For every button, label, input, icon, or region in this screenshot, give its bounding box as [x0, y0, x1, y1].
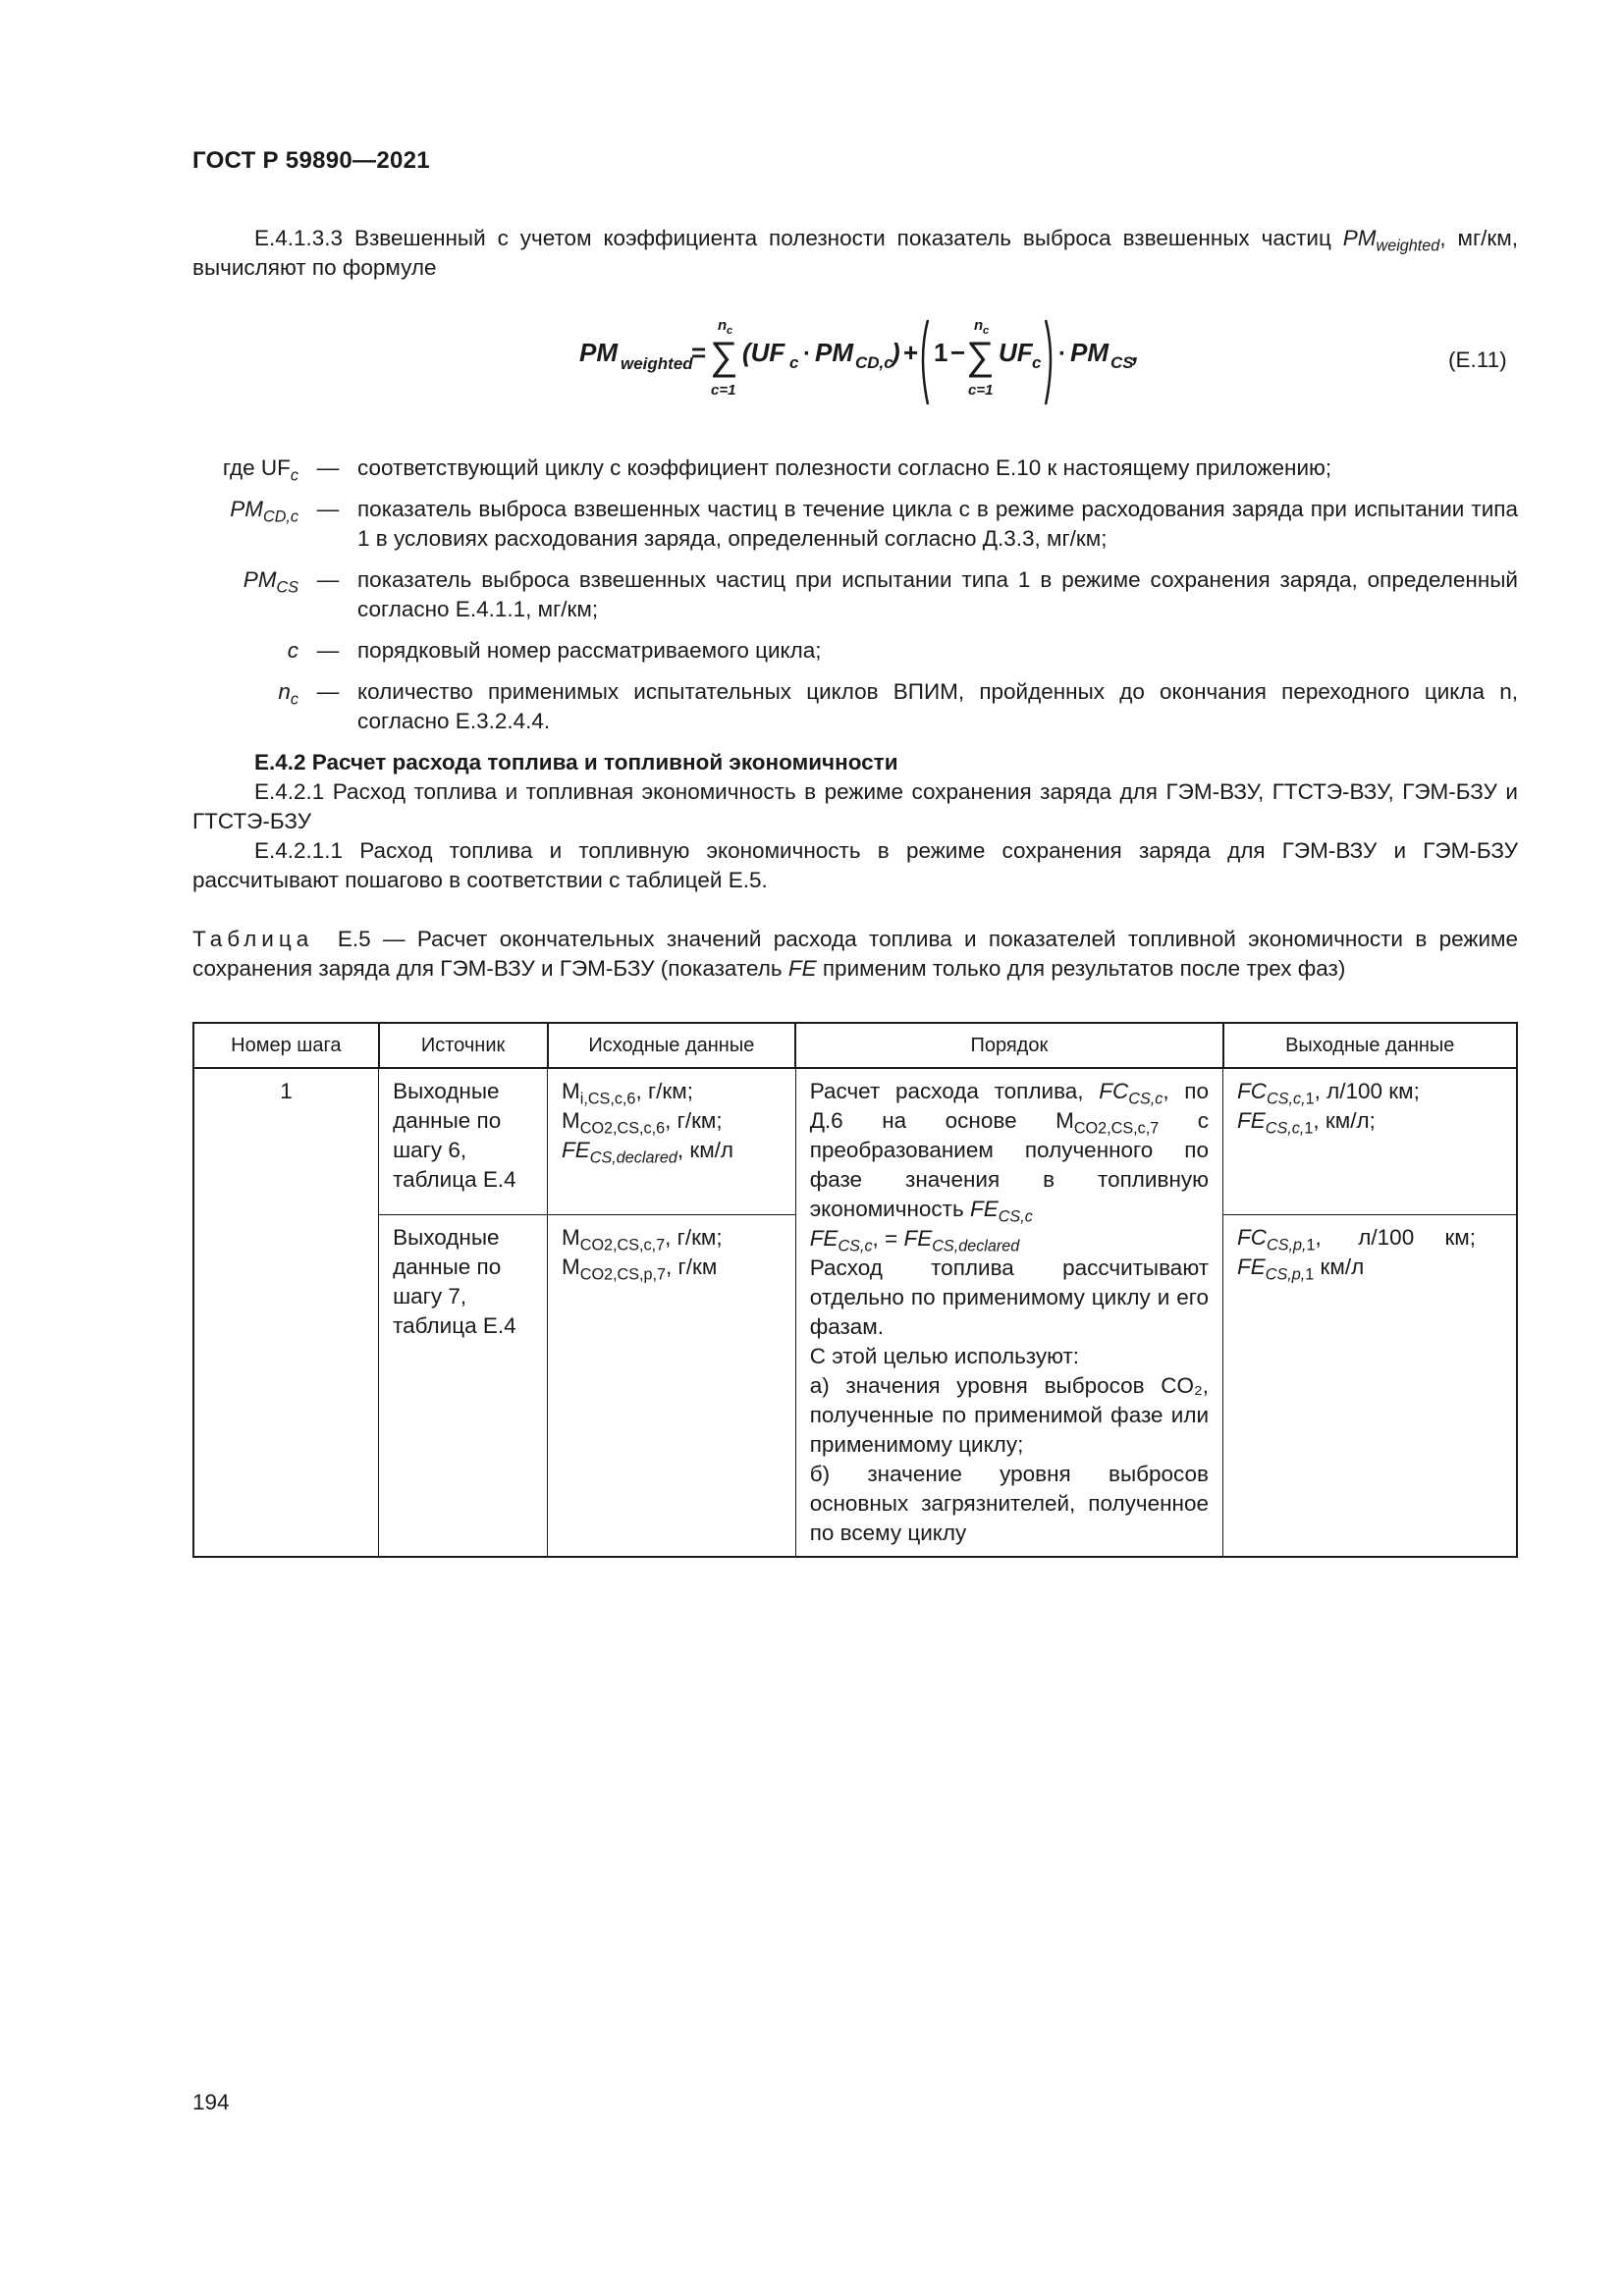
- formula-number: (Е.11): [1448, 347, 1507, 372]
- svg-text:n: n: [718, 317, 728, 334]
- table-header-cell: Источник: [379, 1023, 548, 1068]
- step-number-cell: 1: [193, 1068, 379, 1557]
- svg-text:c: c: [1032, 353, 1042, 372]
- svg-text:PM: PM: [579, 338, 618, 367]
- input-data-cell: $M_{i,CS,c,6}$, г/км; $M_{CO2,CS,c,6}$, г/км; $FE_{CS,declared}$, км/л: [548, 1068, 796, 1214]
- svg-text:weighted: weighted: [621, 354, 693, 373]
- input-data-cell: $M_{CO2,CS,c,7}$, г/км; $M_{CO2,CS,p,7}$, г/км: [548, 1214, 796, 1557]
- source-cell: Выходные данные по шагу 6, таблица Е.4: [379, 1068, 548, 1214]
- paragraph-e4211: Е.4.2.1.1 Расход топлива и топливную экономичность в режиме сохранения заряда для ГЭМ-ВЗУ и ГЭМ-БЗУ рассчитывают пошагово в соответствии с таблицей Е.5.: [192, 838, 1518, 892]
- svg-text:·: ·: [803, 341, 811, 367]
- procedure-cell: Расчет расхода топлива, $FC_{CS,c}$, по Д.6 на основе $M_{CO2,CS,c,7}$ с преобразованием полученного по фазе значения в топливную экономичность $FE_{CS,c}$ $FE_{CS,c}$, = $FE_{CS,declared}$ Расход топлива рассчитывают отдельно по применимому циклу и его фазам. С этой целью используют: а) значения уровня выбросов CO₂, полученные по применимой фазе или применимому циклу; б) значение уровня выбросов основных загрязнителей, полученное по всему циклу: [795, 1068, 1222, 1557]
- svg-text:CD,c: CD,c: [855, 353, 893, 372]
- svg-text:+: +: [903, 338, 919, 367]
- section-e42: [192, 748, 1518, 895]
- svg-text:c: c: [727, 325, 733, 337]
- svg-text:=: =: [691, 338, 707, 367]
- svg-text:c: c: [983, 325, 990, 337]
- document-header: ГОСТ Р 59890—2021: [192, 147, 430, 174]
- svg-text:PM: PM: [1070, 338, 1109, 367]
- output-data-cell: $FC_{CS,p,1}$, л/100 км; $FE_{CS,p,1}$ км/л: [1223, 1214, 1517, 1557]
- svg-text:n: n: [974, 317, 984, 334]
- svg-text:UF: UF: [999, 338, 1033, 367]
- definition-item: $n_c$ — количество применимых испытательных циклов ВПИМ, пройденных до окончания переходного цикла n, согласно Е.3.2.4.4.: [278, 679, 1518, 733]
- definition-item: c — порядковый номер рассматриваемого цикла;: [287, 638, 822, 663]
- definitions-list: [192, 454, 1518, 748]
- table-header-cell: Исходные данные: [548, 1023, 796, 1068]
- formula-e11: [579, 316, 1188, 414]
- table-caption: Таблица Е.5 — Расчет окончательных значений расхода топлива и показателей топливной экономичности в режиме сохранения заряда для ГЭМ-ВЗУ и ГЭМ-БЗУ (показатель FE применим только для результатов после трех фаз): [192, 927, 1518, 981]
- source-cell: Выходные данные по шагу 7, таблица Е.4: [379, 1214, 548, 1557]
- definition-item: $PM_{CD,c}$ — показатель выброса взвешенных частиц в течение цикла с в режиме расходования заряда при испытании типа 1 в условиях расходования заряда, определенный согласно Д.3.3, мг/км;: [230, 497, 1518, 551]
- svg-text:c=1: c=1: [711, 382, 736, 399]
- page-number: 194: [192, 2090, 230, 2114]
- svg-text:CS: CS: [1110, 353, 1134, 372]
- definition-item: $PM_{CS}$ — показатель выброса взвешенных частиц при испытании типа 1 в режиме сохранения заряда, определенный согласно Е.4.1.1, мг/км;: [243, 567, 1518, 621]
- paragraph-e4133: Е.4.1.3.3 Взвешенный с учетом коэффициента полезности показатель выброса взвешенных частиц $PM_{weighted}$, мг/км, вычисляют по формуле: [192, 226, 1518, 280]
- definition-item: где $UF_c$ — соответствующий циклу c коэффициент полезности согласно Е.10 к настоящему приложению;: [222, 455, 1332, 485]
- svg-text:,: ,: [1132, 338, 1140, 367]
- svg-text:PM: PM: [815, 338, 853, 367]
- output-data-cell: $FC_{CS,c,1}$, л/100 км; $FE_{CS,c,1}$, км/л;: [1223, 1068, 1517, 1214]
- svg-text:∑: ∑: [710, 335, 738, 378]
- table-header-cell: Выходные данные: [1223, 1023, 1517, 1068]
- section-heading: Е.4.2 Расчет расхода топлива и топливной экономичности: [254, 750, 898, 774]
- svg-text:c: c: [789, 353, 799, 372]
- table-header-cell: Номер шага: [193, 1023, 379, 1068]
- svg-text:c=1: c=1: [968, 382, 994, 399]
- table-header-row: [193, 1023, 1517, 1068]
- svg-text:·: ·: [1058, 341, 1066, 367]
- svg-text:−: −: [950, 338, 966, 367]
- paragraph-e421: Е.4.2.1 Расход топлива и топливная экономичность в режиме сохранения заряда для ГЭМ-ВЗУ, ГТСТЭ-ВЗУ, ГЭМ-БЗУ и ГТСТЭ-БЗУ: [192, 779, 1518, 833]
- svg-text:∑: ∑: [966, 335, 995, 378]
- table-row: [193, 1068, 1517, 1214]
- svg-text:): ): [892, 338, 900, 367]
- table-e5: [192, 1022, 1518, 1558]
- table-header-cell: Порядок: [795, 1023, 1222, 1068]
- svg-text:1: 1: [934, 338, 948, 367]
- svg-text:(UF: (UF: [742, 338, 785, 367]
